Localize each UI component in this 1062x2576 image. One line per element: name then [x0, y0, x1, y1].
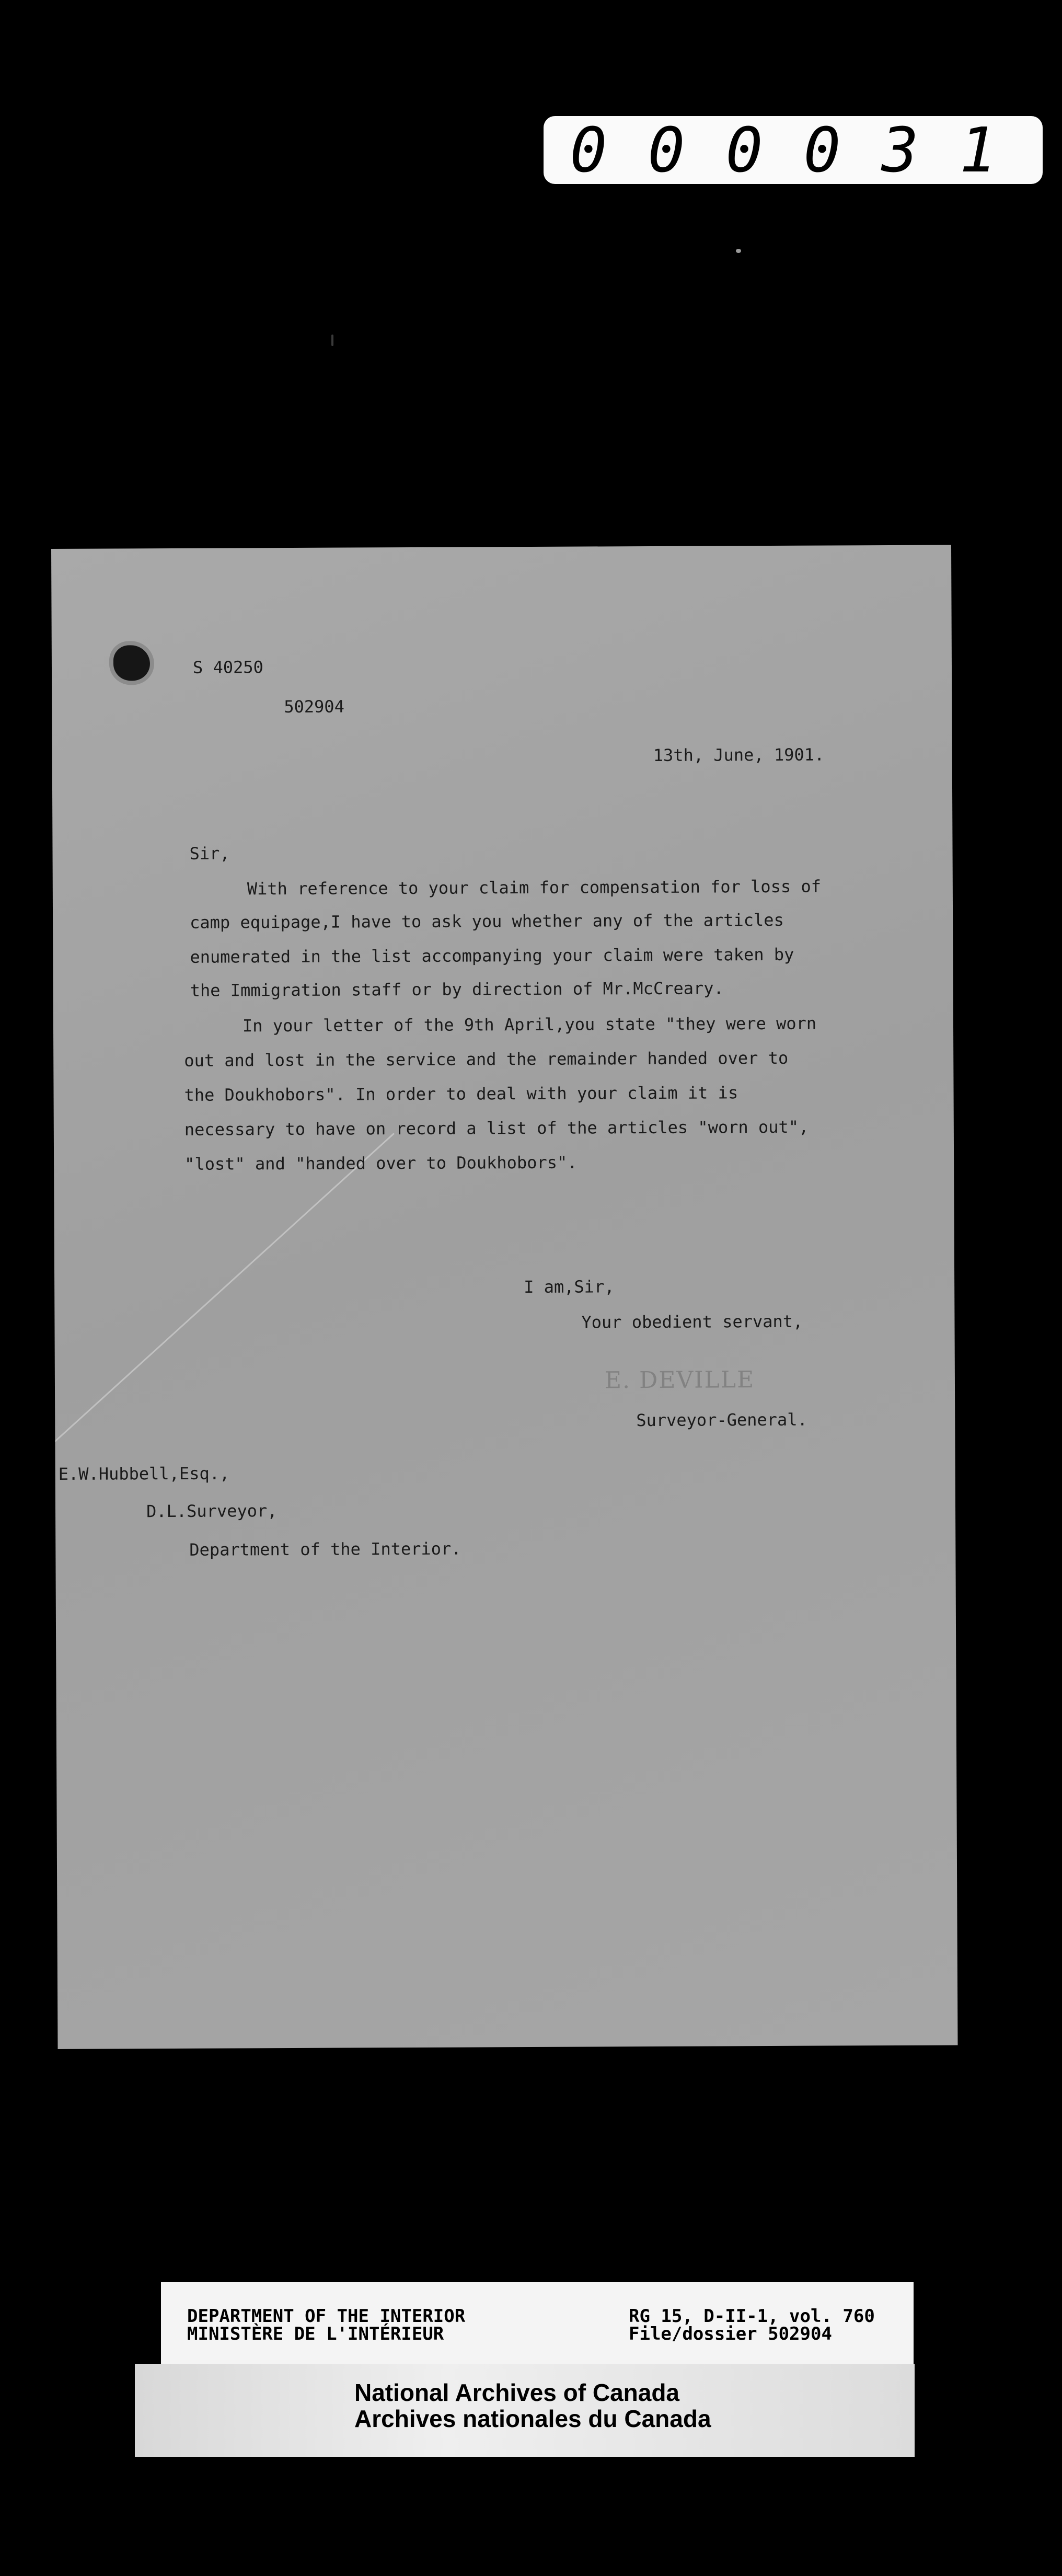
closing-line: I am,Sir, [524, 1276, 615, 1297]
body-line: camp equipage,I have to ask you whether any of the articles [190, 910, 784, 933]
body-line: With reference to your claim for compensation for loss of [247, 876, 822, 899]
signatory-title: Surveyor-General. [636, 1409, 807, 1431]
body-line: In your letter of the 9th April,you state "they were worn [242, 1013, 817, 1036]
record-group-reference: RG 15, D-II-1, vol. 760 [629, 2306, 875, 2327]
department-english: DEPARTMENT OF THE INTERIOR [187, 2306, 466, 2327]
paper-fold-crease [51, 1133, 395, 1942]
body-line: out and lost in the service and the remainder handed over to [184, 1048, 789, 1071]
body-line: the Immigration staff or by direction of Mr.McCreary. [190, 978, 724, 1000]
frame-number: 000031 [544, 116, 1043, 184]
archives-name-french: Archives nationales du Canada [354, 2405, 711, 2432]
letter-date: 13th, June, 1901. [653, 744, 825, 765]
reference-block [629, 2307, 875, 2343]
file-reference-top: S 40250 [192, 657, 263, 677]
body-line: enumerated in the list accompanying your claim were taken by [190, 944, 794, 967]
national-archives-label [135, 2364, 915, 2457]
archives-name-english: National Archives of Canada [354, 2379, 680, 2406]
addressee-title: D.L.Surveyor, [146, 1501, 278, 1522]
body-line: "lost" and "handed over to Doukhobors". [184, 1152, 578, 1174]
film-speck [736, 249, 741, 253]
film-speck [331, 335, 333, 346]
archive-reference-label [161, 2282, 914, 2366]
closing-line: Your obedient servant, [581, 1311, 803, 1332]
file-dossier-number: File/dossier 502904 [629, 2324, 832, 2344]
department-french: MINISTÈRE DE L'INTÉRIEUR [187, 2324, 444, 2344]
salutation: Sir, [189, 843, 230, 864]
signature-stamp: E. DEVILLE [604, 1366, 755, 1394]
body-line: the Doukhobors". In order to deal with your claim it is [184, 1083, 738, 1105]
body-line: necessary to have on record a list of the articles "worn out", [184, 1117, 809, 1140]
file-reference-number: 502904 [284, 696, 344, 717]
punch-hole [113, 645, 150, 681]
letter-page [51, 545, 958, 2049]
addressee-name: E.W.Hubbell,Esq., [58, 1463, 230, 1484]
department-block [187, 2307, 465, 2343]
addressee-department: Department of the Interior. [189, 1538, 461, 1560]
